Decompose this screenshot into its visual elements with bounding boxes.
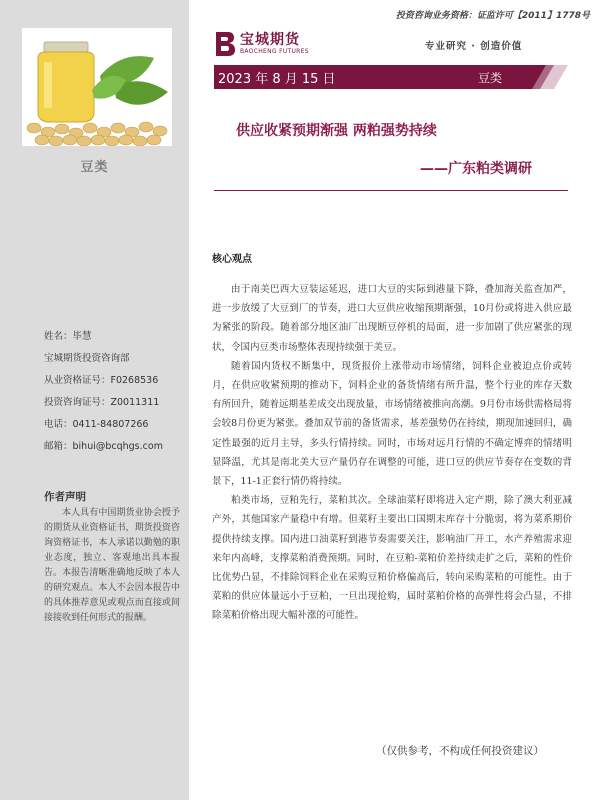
paragraph-2: 随着国内货权不断集中，现货报价上涨带动市场情绪，饲料企业被迫点价或转月，在供应收紧预期的推动下，饲料企业的备货情绪有所升温，整个行业的库存天数有所回升，随着远期基差成交出现放量，市场情绪被推向高潮。9月份市场供需格局将会较8月份更为紧张。叠加双节前的备货需求，基差强势仍在持续，期现加速回归，确定性最强的近月主导，多头行情持续。同时，市场对远月行情的不确定博弈的情绪明显降温，尤其是南北美大豆产量仍存在调整的可能，进口豆的供应节奏存在变数的背景下，11-1正套行情仍将持续。 bbox=[212, 360, 572, 488]
soybean-oil-photo bbox=[22, 28, 172, 146]
license-line: 投资咨询业务资格：证监许可【2011】1778号 bbox=[395, 11, 590, 21]
logo-en-text: BAOCHENG FUTURES bbox=[240, 48, 309, 55]
author-org: 宝城期货投资咨询部 bbox=[44, 353, 130, 364]
declaration-text: 本人具有中国期货业协会授予的期货从业资格证书，期货投资咨询资格证书，本人承诺以勤勉的职业态度，独立、客观地出具本报告。本报告清晰准确地反映了本人的研究观点。本人不会因本报告中的具体推荐意见或观点而直接或间接接收到任何形式的报酬。 bbox=[44, 508, 180, 623]
logo-cn-text: 宝城期货 bbox=[240, 32, 300, 48]
report-date: 2023 年 8 月 15 日 bbox=[218, 72, 336, 87]
paragraph-1: 由于南美巴西大豆装运延迟，进口大豆的实际到港量下降，叠加海关监查加严，进一步放缓了大豆到厂的节奏，进口大豆供应收缩预期渐强，10月份或将进入供应最为紧张的阶段。随着部分地区油厂出现断豆停机的局面，进一步加剧了供应紧张的现状，令国内豆类市场整体表现持续强于美豆。 bbox=[212, 284, 572, 353]
author-phone: 电话：0411-84807266 bbox=[44, 419, 149, 430]
paragraph-3: 粕类市场，豆粕先行，菜粕其次。全球油菜籽即将进入定产期，除了澳大利亚减产外，其他国家产量稳中有增。但菜籽主要出口国期末库存十分脆弱，将为菜系期价提供持续支撑。国内进口油菜籽到港节奏需要关注，影响油厂开工，水产养殖需求迎来年内高峰，支撑菜粕消费预期。同时，在豆粕-菜粕价差持续走扩之后，菜粕的性价比优势凸显，不排除饲料企业在采购豆粕价格偏高后，转向采购菜粕的可能性。由于菜粕的供应体量远小于豆粕，一旦出现抢购，届时菜粕价格的高弹性将会凸显，不排除菜粕价格出现大幅补涨的可能性。 bbox=[212, 495, 572, 622]
brand-logo bbox=[214, 28, 309, 60]
author-email[interactable]: 邮箱：bihui@bcqhgs.com bbox=[44, 441, 163, 452]
slogan: 专业研究 · 创造价值 bbox=[425, 41, 523, 52]
report-title: 供应收紧预期渐强 两粕强势持续 bbox=[236, 123, 437, 139]
title-divider bbox=[214, 190, 568, 191]
disclaimer: （仅供参考，不构成任何投资建议） bbox=[376, 745, 544, 757]
sidebar-category: 豆类 bbox=[80, 160, 109, 175]
core-view-heading: 核心观点 bbox=[212, 254, 252, 265]
logo-mark-icon bbox=[214, 30, 236, 58]
author-advisory-cert: 投资咨询证号：Z0011311 bbox=[44, 397, 160, 408]
report-subtitle: ——广东粕类调研 bbox=[420, 161, 532, 177]
author-name: 姓名：毕慧 bbox=[44, 331, 92, 342]
declaration-title: 作者声明 bbox=[44, 491, 86, 503]
author-cert: 从业资格证号：F0268536 bbox=[44, 375, 159, 386]
banner-category: 豆类 bbox=[478, 71, 503, 85]
report-body bbox=[212, 280, 572, 626]
sidebar bbox=[0, 0, 189, 800]
author-info bbox=[44, 326, 184, 458]
